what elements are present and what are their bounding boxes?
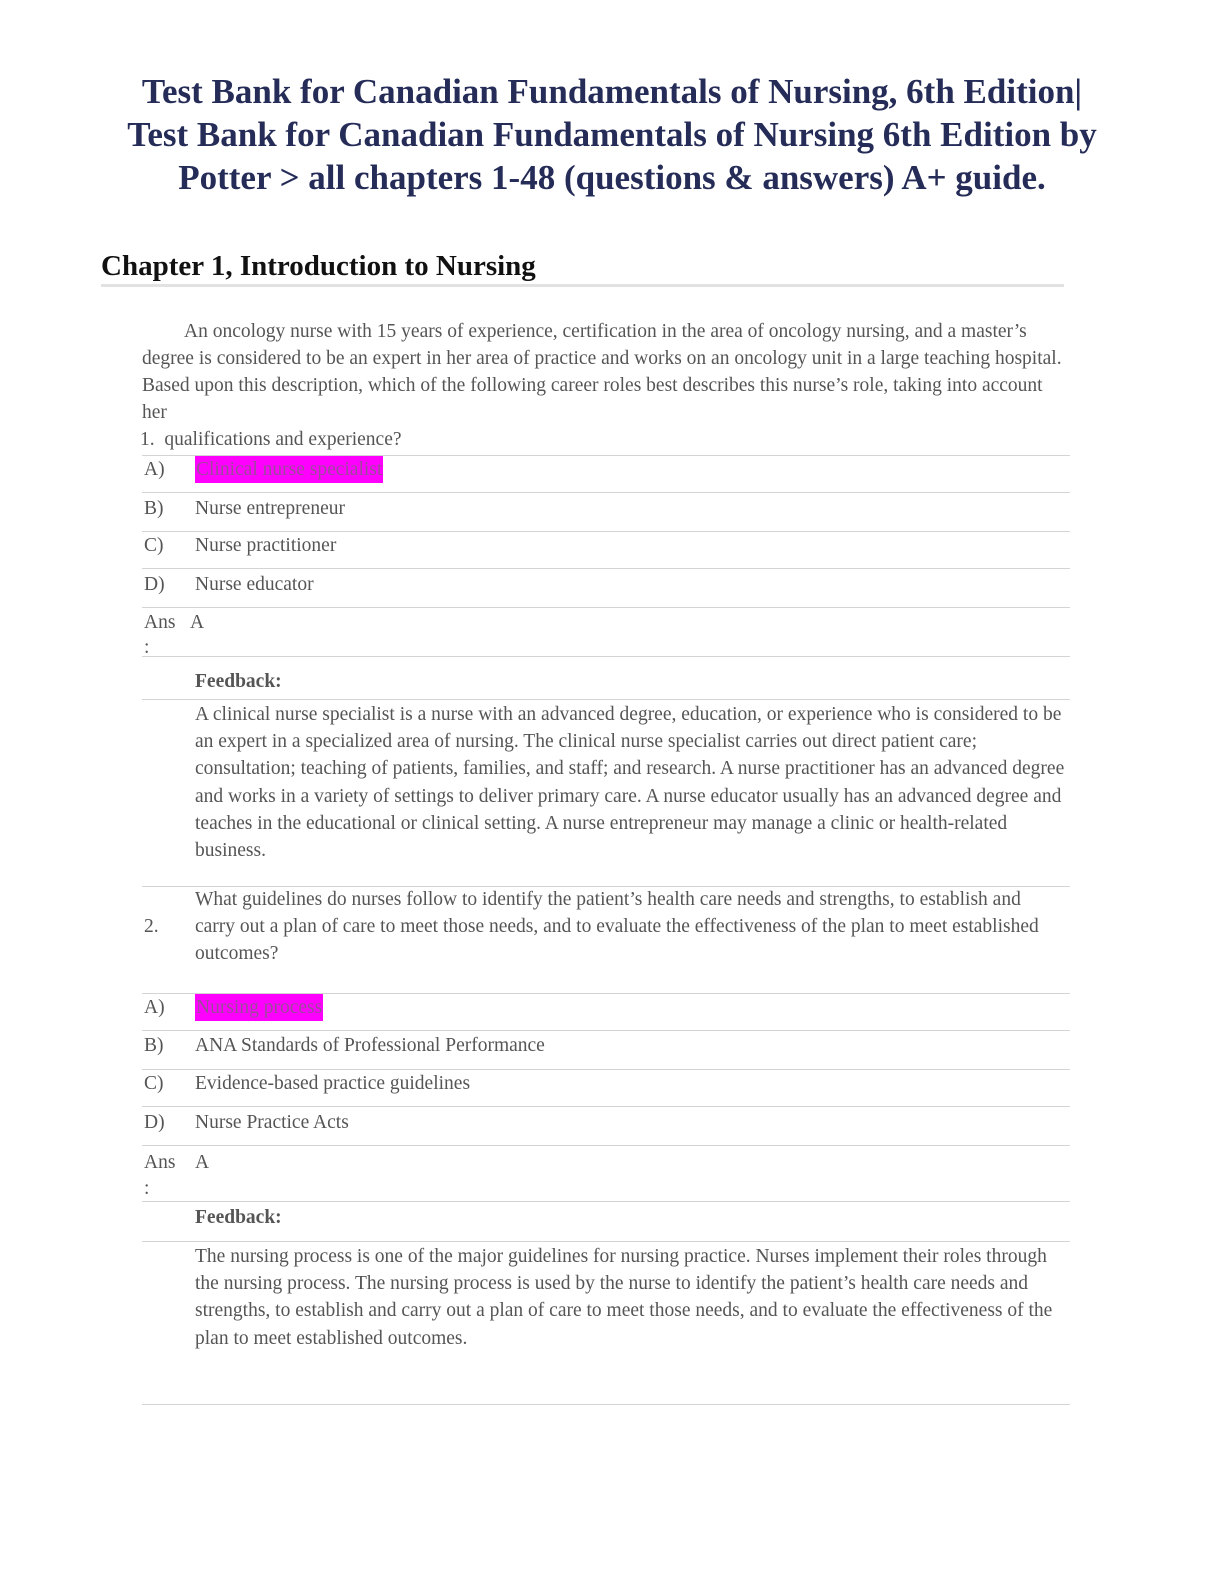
question-1-stem-last: qualifications and experience?: [164, 429, 402, 450]
feedback-label: Feedback:: [195, 671, 282, 692]
title-line-2: Test Bank for Canadian Fundamentals of Nursing 6th Edition by: [127, 115, 1097, 154]
feedback-text: The nursing process is one of the major guidelines for nursing practice. Nurses implement their roles through the nursing process. The nursing process is used by the nurse to identify the patient’s health care needs and strengths, to establish and carry out a plan of care to meet those needs, and to evaluate the effectiveness of the plan to meet established outcomes.: [195, 1246, 1053, 1349]
option-row[interactable]: [142, 493, 1070, 532]
feedback-label: Feedback:: [195, 1207, 282, 1228]
option-letter: D): [144, 1112, 165, 1133]
option-text: Nurse entrepreneur: [195, 498, 345, 519]
title-line-1: Test Bank for Canadian Fundamentals of Nursing, 6th Edition|: [141, 72, 1083, 111]
option-row[interactable]: [142, 532, 1070, 569]
question-1-stem: [142, 318, 1062, 453]
option-text: Nurse practitioner: [195, 535, 337, 556]
answer-label: Ans: [144, 1152, 176, 1173]
question-2-stem: What guidelines do nurses follow to identify the patient’s health care needs and strengths, to establish and carry out a plan of care to meet those needs, and to evaluate the effectiveness of the plan to meet established outcomes?: [195, 889, 1039, 964]
question-1-stem-last-line: [140, 426, 1062, 453]
feedback-text: A clinical nurse specialist is a nurse with an advanced degree, education, or experience who is considered to be an expert in a specialized area of nursing. The clinical nurse specialist carries out direct patient care; consultation; teaching of patients, families, and staff; and research. A nurse practitioner has an advanced degree and works in a variety of settings to deliver primary care. A nurse educator usually has an advanced degree and teaches in the educational or clinical setting. A nurse entrepreneur may manage a clinic or health-related business.: [195, 704, 1065, 862]
title-line-3: Potter > all chapters 1-48 (questions & answers) A+ guide.: [178, 158, 1046, 197]
feedback-label-row: [142, 657, 1070, 700]
feedback-label-row: [142, 1202, 1070, 1242]
option-row[interactable]: [142, 1107, 1070, 1146]
option-letter: B): [144, 1035, 164, 1056]
answer-row: [142, 608, 1070, 657]
option-text: Nurse Practice Acts: [195, 1112, 349, 1133]
question-1-stem-text: An oncology nurse with 15 years of experience, certification in the area of oncology nursing, and a master’s degree is considered to be an expert in her area of practice and works on an oncology unit in a large teaching hospital. Based upon this description, which of the following career roles best describes this nurse’s role, taking into account her: [142, 321, 1062, 423]
answer-label-colon: :: [144, 1178, 150, 1199]
chapter-heading: Chapter 1, Introduction to Nursing: [101, 248, 1064, 287]
option-row[interactable]: [142, 456, 1070, 493]
document-title: [80, 70, 1144, 199]
answer-value: A: [190, 612, 205, 633]
option-row[interactable]: [142, 569, 1070, 608]
answer-label-colon: :: [144, 637, 150, 658]
option-letter: B): [144, 498, 164, 519]
option-letter: A): [144, 459, 165, 480]
answer-value: A: [195, 1152, 210, 1173]
option-text: Evidence-based practice guidelines: [195, 1073, 471, 1094]
question-1-number: 1.: [140, 429, 155, 450]
option-text-highlighted: Clinical nurse specialist: [195, 456, 383, 483]
answer-row: [142, 1146, 1070, 1202]
option-letter: C): [144, 1073, 164, 1094]
option-text-highlighted: Nursing process: [195, 994, 323, 1021]
option-letter: D): [144, 574, 165, 595]
option-letter: A): [144, 997, 165, 1018]
option-row[interactable]: [142, 1031, 1070, 1070]
answer-label: Ans: [144, 612, 176, 633]
option-letter: C): [144, 535, 164, 556]
option-row[interactable]: [142, 1070, 1070, 1107]
option-text: Nurse educator: [195, 574, 314, 595]
option-row[interactable]: [142, 994, 1070, 1031]
divider: [142, 1404, 1070, 1405]
option-text: ANA Standards of Professional Performance: [195, 1035, 545, 1056]
question-2-number: 2.: [144, 916, 159, 937]
